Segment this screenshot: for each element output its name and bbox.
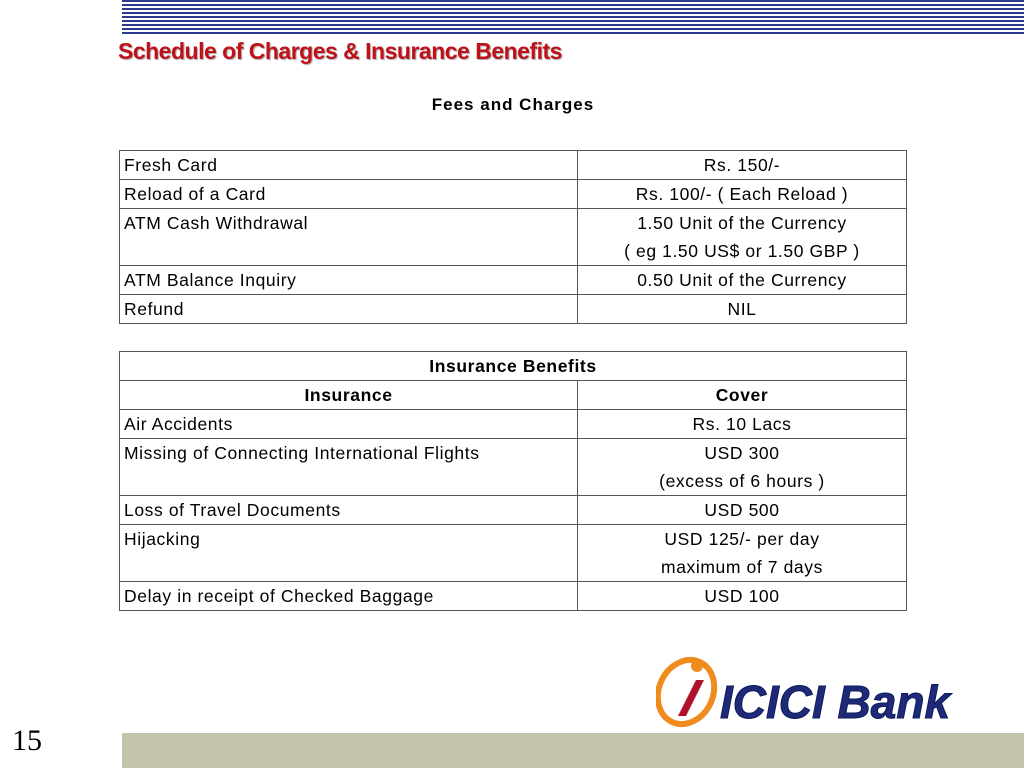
fee-charge: Rs. 150/- xyxy=(578,151,907,180)
fee-charge: 1.50 Unit of the Currency ( eg 1.50 US$ or 1.50 GBP ) xyxy=(578,209,907,266)
table-row xyxy=(120,209,907,266)
table-row xyxy=(120,295,907,324)
insurance-item: Hijacking xyxy=(120,525,578,582)
icici-bank-logo xyxy=(656,652,1002,728)
insurance-column-headers xyxy=(120,381,907,410)
fees-heading xyxy=(0,95,1024,115)
insurance-cover: USD 125/- per day maximum of 7 days xyxy=(578,525,907,582)
slide-title: Schedule of Charges & Insurance Benefits xyxy=(118,38,562,64)
insurance-cover: USD 500 xyxy=(578,496,907,525)
fee-charge: NIL xyxy=(578,295,907,324)
table-row xyxy=(120,525,907,582)
fees-table xyxy=(119,150,907,324)
insurance-item: Delay in receipt of Checked Baggage xyxy=(120,582,578,611)
logo-i-stroke xyxy=(678,680,704,716)
insurance-cover: USD 100 xyxy=(578,582,907,611)
column-header-cover: Cover xyxy=(578,381,907,410)
insurance-item: Air Accidents xyxy=(120,410,578,439)
footer-bar xyxy=(122,733,1024,768)
fee-charge: 0.50 Unit of the Currency xyxy=(578,266,907,295)
fee-item: Reload of a Card xyxy=(120,180,578,209)
table-row xyxy=(120,582,907,611)
insurance-item: Missing of Connecting International Flights xyxy=(120,439,578,496)
insurance-heading: Insurance Benefits xyxy=(120,352,907,381)
fee-item: ATM Balance Inquiry xyxy=(120,266,578,295)
table-row xyxy=(120,496,907,525)
logo-dot xyxy=(691,660,703,672)
table-row xyxy=(120,180,907,209)
insurance-item: Loss of Travel Documents xyxy=(120,496,578,525)
insurance-cover: USD 300 (excess of 6 hours ) xyxy=(578,439,907,496)
fee-item: Fresh Card xyxy=(120,151,578,180)
header-stripes xyxy=(122,0,1024,34)
fees-heading-text: Fees and Charges xyxy=(431,95,595,114)
fee-item: ATM Cash Withdrawal xyxy=(120,209,578,266)
column-header-insurance: Insurance xyxy=(120,381,578,410)
logo-text: ICICI Bank xyxy=(720,676,951,728)
table-row xyxy=(120,151,907,180)
table-row xyxy=(120,266,907,295)
table-row xyxy=(120,410,907,439)
page-number: 15 xyxy=(12,724,42,757)
insurance-heading-row xyxy=(120,352,907,381)
fee-item: Refund xyxy=(120,295,578,324)
logo-orange-swoosh xyxy=(656,652,724,728)
table-row xyxy=(120,439,907,496)
fee-charge: Rs. 100/- ( Each Reload ) xyxy=(578,180,907,209)
insurance-table xyxy=(119,351,907,611)
insurance-cover: Rs. 10 Lacs xyxy=(578,410,907,439)
